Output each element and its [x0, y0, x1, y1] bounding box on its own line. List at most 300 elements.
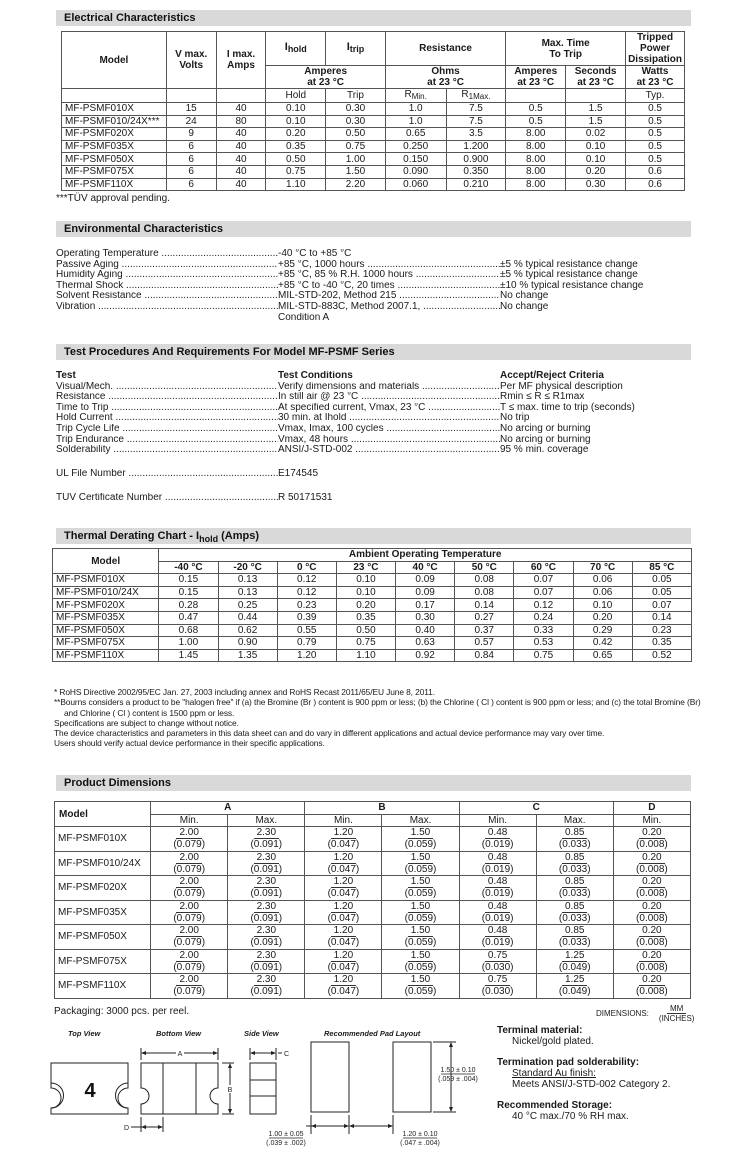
model-cell: MF-PSMF035X — [62, 140, 167, 153]
dimensions-legend-fraction — [659, 1004, 695, 1023]
dimension-inches: (0.033) — [558, 888, 591, 900]
footnotes — [54, 687, 701, 749]
electrical-row — [62, 140, 685, 153]
dimension-inches: (0.091) — [250, 961, 283, 973]
dimension-cell — [459, 827, 536, 852]
dimension-mm: 1.50 — [408, 827, 433, 839]
dimension-cell — [151, 900, 228, 925]
dimension-inches: (0.059) — [404, 863, 437, 875]
value-cell: 0.5 — [626, 103, 685, 116]
footnote-line: Users should verify actual device performance in their specific applications. — [54, 738, 325, 749]
value-cell: 0.50 — [336, 624, 395, 637]
model-cell: MF-PSMF075X — [53, 637, 159, 650]
dimension-cell — [459, 925, 536, 950]
value-cell: 0.6 — [626, 165, 685, 178]
value-cell: 0.10 — [336, 586, 395, 599]
dimension-cell — [613, 876, 690, 901]
value-cell: 0.10 — [573, 599, 632, 612]
dimension-cell — [151, 925, 228, 950]
subheader-rmin: $R_{Min.}$ — [385, 89, 446, 103]
value-cell: 7.5 — [446, 103, 506, 116]
dimension-mm: 2.00 — [176, 827, 201, 839]
dimension-mm: 2.30 — [254, 876, 279, 888]
model-cell: MF-PSMF010X — [53, 574, 159, 587]
value-cell: 40 — [216, 103, 266, 116]
dimension-cell — [536, 851, 613, 876]
value-cell: 8.00 — [506, 128, 566, 141]
test-criteria: T ≤ max. time to trip (seconds) — [500, 401, 635, 413]
dimension-mm: 2.00 — [176, 876, 201, 888]
value-cell: 0.5 — [506, 103, 566, 116]
value-cell: 0.10 — [566, 140, 626, 153]
dims-subheader: Min. — [613, 814, 690, 827]
value-cell: 0.37 — [455, 624, 514, 637]
value-cell: 0.10 — [266, 115, 326, 128]
storage-title: Recommended Storage: — [497, 1100, 613, 1111]
dimension-mm: 2.30 — [254, 974, 279, 986]
electrical-row — [62, 103, 685, 116]
dimension-cell — [536, 949, 613, 974]
model-cell: MF-PSMF010X — [55, 827, 151, 852]
model-cell: MF-PSMF020X — [55, 876, 151, 901]
env-result: ±5 % typical resistance change — [500, 258, 638, 270]
value-cell: 6 — [166, 140, 216, 153]
value-cell: 0.47 — [159, 611, 218, 624]
test-header: Test — [56, 371, 76, 381]
value-cell: 1.10 — [266, 178, 326, 191]
dimension-mm: 0.48 — [485, 925, 510, 937]
dimension-cell — [305, 851, 382, 876]
value-cell: 1.10 — [336, 649, 395, 662]
model-cell: MF-PSMF010/24X — [53, 586, 159, 599]
dimension-mm: 1.50 — [408, 950, 433, 962]
model-cell: MF-PSMF010/24X*** — [62, 115, 167, 128]
value-cell: 0.39 — [277, 611, 336, 624]
environmental-row — [56, 281, 643, 292]
packaging-note: Packaging: 3000 pcs. per reel. — [54, 1006, 190, 1017]
ul-file-row — [56, 469, 318, 480]
dimension-inches: (0.049) — [558, 961, 591, 973]
dimension-mm: 1.20 — [331, 974, 356, 986]
header-ihold: $I_{hold}$ — [266, 32, 326, 66]
dimension-cell — [228, 974, 305, 999]
value-cell: 0.30 — [566, 178, 626, 191]
value-cell: 0.10 — [266, 103, 326, 116]
dimension-inches: (0.091) — [250, 937, 283, 949]
value-cell: 0.5 — [626, 140, 685, 153]
dimension-inches: (0.008) — [636, 937, 668, 949]
dimension-inches: (0.059) — [404, 937, 437, 949]
thermal-header-ambient: Ambient Operating Temperature — [159, 549, 692, 562]
value-cell: 0.6 — [626, 178, 685, 191]
value-cell: 0.92 — [396, 649, 455, 662]
value-cell: 6 — [166, 178, 216, 191]
model-cell: MF-PSMF020X — [62, 128, 167, 141]
dimension-inches: (0.033) — [558, 912, 591, 924]
dimension-mm: 1.50 — [408, 974, 433, 986]
dimensions-title-text: Product Dimensions — [64, 777, 171, 789]
dimension-cell — [151, 949, 228, 974]
value-cell: 0.44 — [218, 611, 277, 624]
dimensions-row — [55, 876, 691, 901]
thermal-section-title — [56, 528, 691, 544]
temperature-header: 85 °C — [632, 561, 691, 574]
value-cell: 0.23 — [277, 599, 336, 612]
value-cell: 0.08 — [455, 586, 514, 599]
value-cell: 0.02 — [566, 128, 626, 141]
dimension-cell — [613, 851, 690, 876]
footnote-line: The device characteristics and parameters in this data sheet can and do vary in different applications and actual device performance may vary over time. — [54, 728, 605, 739]
value-cell: 7.5 — [446, 115, 506, 128]
electrical-row — [62, 128, 685, 141]
value-cell: 8.00 — [506, 140, 566, 153]
test-criteria: No trip — [500, 412, 530, 424]
dimension-mm: 2.00 — [176, 925, 201, 937]
model-cell: MF-PSMF075X — [62, 165, 167, 178]
dims-header-d: D — [613, 802, 690, 815]
value-cell: 0.09 — [396, 574, 455, 587]
value-cell: 6 — [166, 165, 216, 178]
value-cell: 0.900 — [446, 153, 506, 166]
product-dimensions-table — [54, 801, 691, 999]
env-condition: MIL-STD-883C, Method 2007.1, ..... — [278, 302, 500, 313]
value-cell: 0.07 — [514, 574, 573, 587]
value-cell: 0.65 — [385, 128, 446, 141]
value-cell: 0.30 — [326, 103, 386, 116]
env-test-name: Vibration ..... — [56, 302, 278, 313]
dimension-cell — [536, 974, 613, 999]
electrical-section-title — [56, 10, 691, 26]
dimension-inches: (0.091) — [250, 863, 283, 875]
value-cell: 0.060 — [385, 178, 446, 191]
dimension-inches: (0.079) — [173, 912, 206, 924]
header-amperes: Amperes at 23 °C — [266, 66, 385, 89]
dimension-inches: (0.008) — [636, 961, 668, 973]
env-condition: +85 °C, 1000 hours ..... — [278, 260, 500, 271]
env-condition-continuation: Condition A — [278, 312, 330, 323]
dimension-mm: 0.85 — [562, 925, 587, 937]
value-cell: 1.5 — [566, 115, 626, 128]
value-cell: 0.20 — [566, 165, 626, 178]
dimension-mm: 2.30 — [254, 827, 279, 839]
temperature-header: 0 °C — [277, 561, 336, 574]
value-cell: 0.50 — [266, 153, 326, 166]
test-row — [56, 445, 635, 456]
environmental-section-title — [56, 221, 691, 237]
dimension-inches: (0.091) — [250, 888, 283, 900]
header-watts: Watts at 23 °C — [626, 66, 685, 89]
test-criteria: Rmin ≤ R ≤ R1max — [500, 391, 585, 403]
value-cell: 1.5 — [566, 103, 626, 116]
model-cell: MF-PSMF035X — [53, 611, 159, 624]
test-name: Resistance ..... — [56, 392, 278, 403]
side-view-drawing — [250, 1048, 282, 1114]
value-cell: 0.20 — [573, 611, 632, 624]
value-cell: 0.40 — [396, 624, 455, 637]
value-cell: 9 — [166, 128, 216, 141]
test-condition: ANSI/J-STD-002 ..... — [278, 445, 500, 456]
value-cell: 0.5 — [506, 115, 566, 128]
dimension-mm: 0.75 — [485, 974, 510, 986]
criteria-header: Accept/Reject Criteria — [500, 370, 604, 381]
dimension-mm: 0.20 — [639, 925, 664, 937]
dimension-inches: (0.079) — [173, 863, 206, 875]
value-cell: 3.5 — [446, 128, 506, 141]
value-cell: 1.200 — [446, 140, 506, 153]
dimension-cell — [151, 827, 228, 852]
value-cell: 0.12 — [277, 574, 336, 587]
pad-gap-in: (.047 ± .004) — [400, 1140, 440, 1147]
header-max-time-to-trip: Max. Time To Trip — [506, 32, 626, 66]
env-result: ±10 % typical resistance change — [500, 279, 644, 291]
model-cell: MF-PSMF110X — [55, 974, 151, 999]
value-cell: 8.00 — [506, 165, 566, 178]
dimension-inches: (0.019) — [481, 863, 514, 875]
dims-subheader: Max. — [228, 814, 305, 827]
environmental-row-continuation — [56, 313, 643, 324]
value-cell: 40 — [216, 165, 266, 178]
dimension-inches: (0.008) — [636, 839, 668, 851]
pad-layout-drawing — [306, 1042, 456, 1134]
thermal-row — [53, 637, 692, 650]
temperature-header: -40 °C — [159, 561, 218, 574]
dimensions-row — [55, 925, 691, 950]
thermal-derating-table — [52, 548, 692, 662]
value-cell: 40 — [216, 153, 266, 166]
dimension-cell — [536, 827, 613, 852]
value-cell: 1.00 — [326, 153, 386, 166]
temperature-header: 50 °C — [455, 561, 514, 574]
test-name: Time to Trip ..... — [56, 403, 278, 414]
ul-file-value: E174545 — [278, 468, 319, 479]
dimensions-row — [55, 949, 691, 974]
subheader-blank — [216, 89, 266, 103]
dimensions-legend — [596, 1004, 694, 1023]
value-cell: 0.350 — [446, 165, 506, 178]
test-procedures-list — [56, 371, 635, 456]
tuv-certificate-label: TÜV Certificate Number ..... — [56, 493, 278, 504]
value-cell: 0.07 — [632, 599, 691, 612]
footnote-line: and Chlorine ( Cl ) content is 1500 ppm or less. — [64, 707, 235, 718]
value-cell: 0.30 — [396, 611, 455, 624]
value-cell: 0.30 — [326, 115, 386, 128]
dims-header-b: B — [305, 802, 459, 815]
dimension-cell — [305, 925, 382, 950]
model-cell: MF-PSMF050X — [62, 153, 167, 166]
dimension-cell — [228, 949, 305, 974]
test-condition: In still air @ 23 °C ..... — [278, 392, 500, 403]
solderability-standard: Standard Au finish: — [512, 1068, 596, 1079]
component-drawings — [0, 1040, 490, 1153]
value-cell: 2.20 — [326, 178, 386, 191]
value-cell: 15 — [166, 103, 216, 116]
dimension-mm: 0.48 — [485, 901, 510, 913]
thermal-title-tail: (Amps) — [218, 530, 260, 542]
value-cell: 0.75 — [514, 649, 573, 662]
model-cell: MF-PSMF110X — [62, 178, 167, 191]
dimension-mm: 1.50 — [408, 925, 433, 937]
dimension-inches: (0.019) — [481, 839, 514, 851]
model-cell: MF-PSMF050X — [53, 624, 159, 637]
value-cell: 0.50 — [326, 128, 386, 141]
bottom-view-drawing — [131, 1048, 234, 1132]
dimension-inches: (0.047) — [327, 961, 360, 973]
dimension-inches: (0.059) — [404, 888, 437, 900]
temperature-header: 40 °C — [396, 561, 455, 574]
thermal-title-text: Thermal Derating Chart - I — [64, 530, 200, 542]
test-criteria: Per MF physical description — [500, 380, 623, 392]
env-test-name: Thermal Shock ..... — [56, 281, 278, 292]
dimension-inches: (0.033) — [558, 937, 591, 949]
value-cell: 0.13 — [218, 574, 277, 587]
test-condition: Vmax, Imax, 100 cycles ..... — [278, 424, 500, 435]
dimension-mm: 1.20 — [331, 876, 356, 888]
thermal-row — [53, 649, 692, 662]
value-cell: 0.07 — [514, 586, 573, 599]
dimension-inches: (0.047) — [327, 839, 360, 851]
value-cell: 0.05 — [632, 586, 691, 599]
terminal-material-title: Terminal material: — [497, 1025, 583, 1036]
dimension-mm: 0.85 — [562, 901, 587, 913]
dimension-mm: 0.20 — [639, 852, 664, 864]
dimension-cell — [151, 876, 228, 901]
dim-label-b: B — [227, 1087, 233, 1094]
test-criteria: 95 % min. coverage — [500, 444, 589, 456]
environmental-row — [56, 249, 643, 260]
dimension-mm: 0.48 — [485, 876, 510, 888]
value-cell: 24 — [166, 115, 216, 128]
value-cell: 0.35 — [336, 611, 395, 624]
dimension-mm: 0.85 — [562, 827, 587, 839]
legend-inches: (INCHES) — [658, 1014, 695, 1023]
test-condition: Verify dimensions and materials ..... — [278, 382, 500, 393]
env-result: ±5 % typical resistance change — [500, 269, 638, 281]
value-cell: 0.55 — [277, 624, 336, 637]
value-cell: 0.10 — [566, 153, 626, 166]
dimension-cell — [382, 900, 459, 925]
dimension-cell — [536, 876, 613, 901]
dimension-mm: 1.20 — [331, 950, 356, 962]
dimension-cell — [382, 851, 459, 876]
dimension-mm: 0.20 — [639, 876, 664, 888]
environmental-row — [56, 302, 643, 313]
test-header-row — [56, 371, 635, 382]
value-cell: 0.23 — [632, 624, 691, 637]
model-cell: MF-PSMF110X — [53, 649, 159, 662]
dimension-cell — [305, 876, 382, 901]
dimension-mm: 2.30 — [254, 852, 279, 864]
dimension-cell — [613, 900, 690, 925]
value-cell: 40 — [216, 178, 266, 191]
electrical-row — [62, 165, 685, 178]
thermal-row — [53, 599, 692, 612]
value-cell: 0.250 — [385, 140, 446, 153]
dimension-inches: (0.049) — [558, 986, 591, 998]
dimension-mm: 2.30 — [254, 901, 279, 913]
dimension-inches: (0.059) — [404, 961, 437, 973]
test-name: Visual/Mech. ..... — [56, 382, 278, 393]
dimension-cell — [228, 876, 305, 901]
value-cell: 0.75 — [326, 140, 386, 153]
test-row — [56, 424, 635, 435]
dimension-mm: 1.20 — [331, 901, 356, 913]
dimension-cell — [382, 974, 459, 999]
value-cell: 1.45 — [159, 649, 218, 662]
electrical-row — [62, 178, 685, 191]
bottom-view-label: Bottom View — [156, 1029, 202, 1038]
value-cell: 80 — [216, 115, 266, 128]
value-cell: 0.090 — [385, 165, 446, 178]
value-cell: 0.20 — [266, 128, 326, 141]
model-cell: MF-PSMF075X — [55, 949, 151, 974]
dim-label-a: A — [177, 1051, 183, 1058]
electrical-row — [62, 153, 685, 166]
test-criteria: No arcing or burning — [500, 422, 591, 434]
dimension-inches: (0.091) — [250, 986, 283, 998]
value-cell: 1.00 — [159, 637, 218, 650]
dimension-mm: 1.50 — [408, 901, 433, 913]
value-cell: 0.210 — [446, 178, 506, 191]
dimension-inches: (0.030) — [481, 961, 514, 973]
subheader-blank — [506, 89, 566, 103]
env-condition: MIL-STD-202, Method 215 ..... — [278, 291, 500, 302]
dimension-cell — [228, 900, 305, 925]
header-ohms: Ohms at 23 °C — [385, 66, 505, 89]
dims-subheader: Min. — [459, 814, 536, 827]
model-cell: MF-PSMF050X — [55, 925, 151, 950]
dims-header-c: C — [459, 802, 613, 815]
dimension-mm: 2.30 — [254, 950, 279, 962]
value-cell: 0.08 — [455, 574, 514, 587]
dimension-inches: (0.019) — [481, 937, 514, 949]
value-cell: 0.14 — [455, 599, 514, 612]
dimension-inches: (0.079) — [173, 839, 206, 851]
header-tripped-power: Tripped Power Dissipation — [626, 32, 685, 66]
dimension-inches: (0.079) — [173, 937, 206, 949]
value-cell: 0.10 — [336, 574, 395, 587]
dimension-mm: 2.30 — [254, 925, 279, 937]
value-cell: 1.20 — [277, 649, 336, 662]
dims-header-model: Model — [55, 802, 151, 827]
dims-subheader: Max. — [382, 814, 459, 827]
dimension-cell — [613, 925, 690, 950]
dims-subheader: Min. — [305, 814, 382, 827]
value-cell: 0.09 — [396, 586, 455, 599]
value-cell: 0.5 — [626, 153, 685, 166]
thermal-row — [53, 586, 692, 599]
temperature-header: -20 °C — [218, 561, 277, 574]
dimension-mm: 0.85 — [562, 852, 587, 864]
dimension-inches: (0.019) — [481, 912, 514, 924]
side-view-label: Side View — [244, 1029, 279, 1038]
dim-label-d: D — [124, 1125, 130, 1132]
subheader-trip: Trip — [326, 89, 386, 103]
top-view-marking: 4 — [84, 1080, 96, 1102]
header-resistance: Resistance — [385, 32, 505, 66]
temperature-header: 60 °C — [514, 561, 573, 574]
storage-value: 40 °C max./70 % RH max. — [512, 1111, 629, 1122]
dimension-inches: (0.059) — [404, 986, 437, 998]
env-result: No change — [500, 290, 549, 302]
value-cell: 0.13 — [218, 586, 277, 599]
dimension-cell — [459, 876, 536, 901]
dimension-cell — [382, 925, 459, 950]
dimension-inches: (0.008) — [636, 863, 668, 875]
dimension-inches: (0.079) — [173, 986, 206, 998]
test-criteria: No arcing or burning — [500, 433, 591, 445]
footnote-line: **Bourns considers a product to be "halogen free" if (a) the Bromine (Br ) content is 900 ppm or less; (b) the Chlorine ( Cl ) content is 900 ppm or less; and (c) the total Bromine (Br) — [54, 697, 701, 708]
value-cell: 0.15 — [159, 574, 218, 587]
